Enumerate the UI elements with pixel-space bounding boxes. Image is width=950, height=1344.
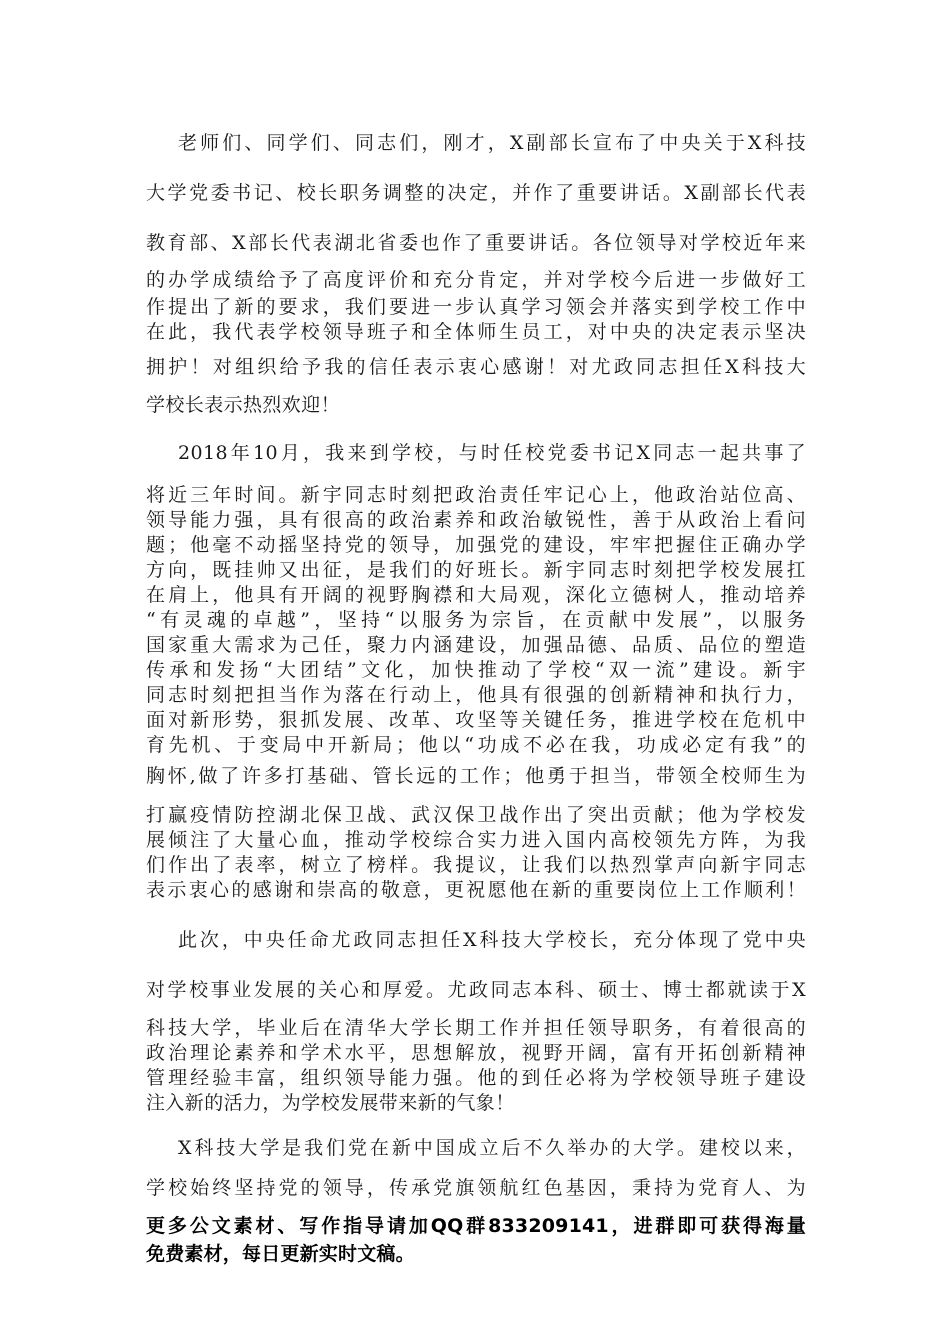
text-line: 方向，既挂帅又出征，是我们的好班长。新宇同志时刻把学校发展扛 xyxy=(146,559,806,581)
text-line: “有灵魂的卓越”，坚持“以服务为宗旨，在贡献中发展”，以服务 xyxy=(146,609,806,631)
text-line: 教育部、X部长代表湖北省委也作了重要讲话。各位领导对学校近年来 xyxy=(146,232,806,254)
text-line: 们作出了表率，树立了榜样。我提议，让我们以热烈掌声向新宇同志 xyxy=(146,854,806,876)
text-line: 胸怀,做了许多打基础、管长远的工作；他勇于担当，带领全校师生为 xyxy=(146,765,806,787)
text-line: 对学校事业发展的关心和厚爱。尤政同志本科、硕士、博士都就读于X xyxy=(146,979,806,1001)
text-line: 面对新形势，狠抓发展、改革、攻坚等关键任务，推进学校在危机中 xyxy=(146,709,806,731)
text-line: X科技大学是我们党在新中国成立后不久举办的大学。建校以来， xyxy=(178,1137,806,1159)
text-line: 育先机、于变局中开新局；他以“功成不必在我，功成必定有我”的 xyxy=(146,734,806,756)
text-line: 政治理论素养和学术水平，思想解放，视野开阔，富有开拓创新精神 xyxy=(146,1042,806,1064)
text-line: 学校始终坚持党的领导，传承党旗领航红色基因，秉持为党育人、为 xyxy=(146,1177,806,1199)
text-line: 作提出了新的要求，我们要进一步认真学习领会并落实到学校工作中 xyxy=(146,296,806,318)
footer-line: 免费素材，每日更新实时文稿。 xyxy=(146,1243,415,1265)
text-line: 科技大学，毕业后在清华大学长期工作并担任领导职务，有着很高的 xyxy=(146,1017,806,1039)
text-line: 在肩上，他具有开阔的视野胸襟和大局观，深化立德树人，推动培养 xyxy=(146,584,806,606)
text-line: 的办学成绩给予了高度评价和充分肯定，并对学校今后进一步做好工 xyxy=(146,269,806,291)
text-line: 题；他毫不动摇坚持党的领导，加强党的建设，牢牢把握住正确办学 xyxy=(146,534,806,556)
text-line: 国家重大需求为己任，聚力内涵建设，加强品德、品质、品位的塑造 xyxy=(146,634,806,656)
text-line: 传承和发扬“大团结”文化，加快推动了学校“双一流”建设。新宇 xyxy=(146,659,806,681)
text-line: 老师们、同学们、同志们，刚才，X副部长宣布了中央关于X科技 xyxy=(178,132,806,154)
footer-line: 更多公文素材、写作指导请加QQ群833209141，进群即可获得海量 xyxy=(146,1215,806,1237)
text-line: 表示衷心的感谢和崇高的敬意，更祝愿他在新的重要岗位上工作顺利！ xyxy=(146,879,806,901)
text-line: 2018年10月，我来到学校，与时任校党委书记X同志一起共事了 xyxy=(178,442,806,464)
text-line: 展倾注了大量心血，推动学校综合实力进入国内高校领先方阵，为我 xyxy=(146,829,806,851)
text-line: 打赢疫情防控湖北保卫战、武汉保卫战作出了突出贡献；他为学校发 xyxy=(146,804,806,826)
text-line: 将近三年时间。新宇同志时刻把政治责任牢记心上，他政治站位高、 xyxy=(146,484,806,506)
text-line: 此次，中央任命尤政同志担任X科技大学校长，充分体现了党中央 xyxy=(178,929,806,951)
text-line: 注入新的活力，为学校发展带来新的气象！ xyxy=(146,1092,515,1114)
text-line: 大学党委书记、校长职务调整的决定，并作了重要讲话。X副部长代表 xyxy=(146,182,806,204)
text-line: 在此，我代表学校领导班子和全体师生员工，对中央的决定表示坚决 xyxy=(146,321,806,343)
text-line: 拥护！对组织给予我的信任表示衷心感谢！对尤政同志担任X科技大 xyxy=(146,356,806,378)
text-line: 领导能力强，具有很高的政治素养和政治敏锐性，善于从政治上看问 xyxy=(146,509,806,531)
text-line: 同志时刻把担当作为落在行动上，他具有很强的创新精神和执行力， xyxy=(146,684,806,706)
text-line: 学校长表示热烈欢迎！ xyxy=(146,394,341,416)
text-line: 管理经验丰富，组织领导能力强。他的到任必将为学校领导班子建设 xyxy=(146,1067,806,1089)
